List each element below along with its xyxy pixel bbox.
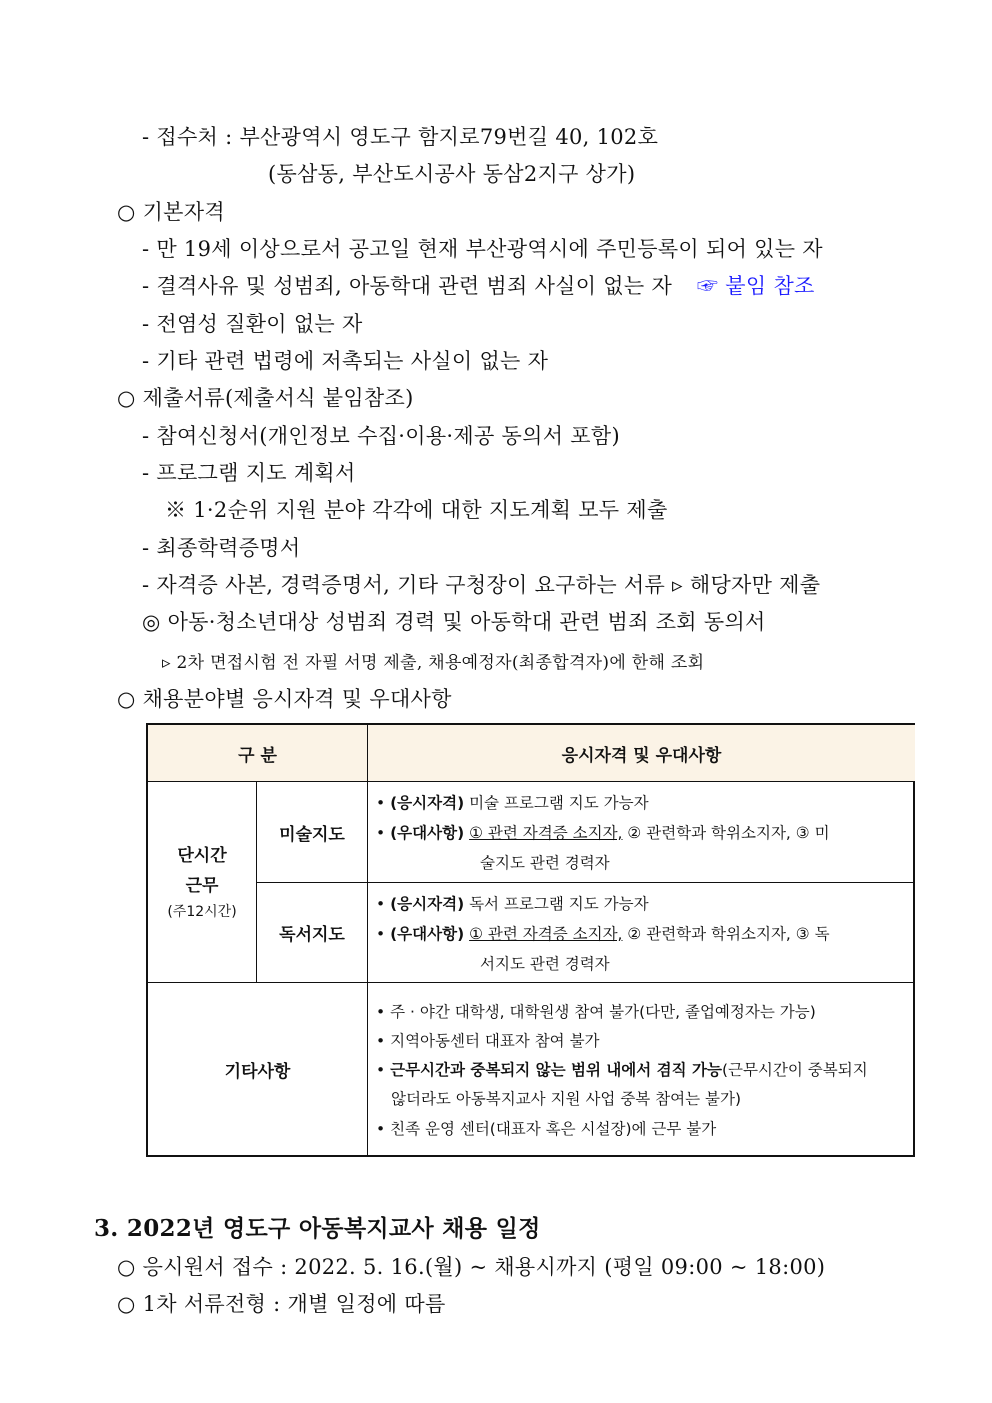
bullet-icon: •: [376, 1032, 386, 1050]
etc-item-concurrent-bold: 근무시간과 중복되지 않는 범위 내에서 겸직 가능: [390, 1061, 722, 1079]
reading-qualification-text: 독서 프로그램 지도 가능자: [464, 895, 649, 913]
etc-item-students-text: 주 · 야간 대학생, 대학원생 참여 불가(다만, 졸업예정자는 가능): [390, 1003, 816, 1021]
etc-item-representative-text: 지역아동센터 대표자 참여 불가: [390, 1032, 600, 1050]
documents-heading: ○ 제출서류(제출서식 붙임참조): [117, 386, 414, 410]
table-group-parttime: [148, 782, 257, 983]
bullet-icon: •: [376, 794, 386, 812]
bullet-icon: •: [376, 925, 386, 943]
reading-preference: [376, 922, 830, 944]
qualification-age-line: - 만 19세 이상으로서 공고일 현재 부산광역시에 주민등록이 되어 있는 자: [142, 237, 823, 261]
reading-preference-cert: ① 관련 자격증 소지자,: [469, 925, 623, 943]
etc-item-students: [376, 1000, 816, 1022]
qualification-crime-text: - 결격사유 및 성범죄, 아동학대 관련 범죄 사실이 없는 자: [142, 274, 673, 298]
table-row-art-content: [368, 782, 915, 883]
document-education: - 최종학력증명서: [142, 536, 301, 560]
table-header-qualification: 응시자격 및 우대사항: [368, 725, 915, 782]
group-label-line2: 근무: [185, 876, 219, 896]
art-preference-rest: ② 관련학과 학위소지자, ③ 미: [622, 824, 830, 842]
etc-item-representative: [376, 1029, 600, 1051]
table-header-category: 구 분: [148, 725, 368, 782]
table-row-etc-content: [368, 983, 915, 1155]
reading-preference-cont: 서지도 관련 경력자: [480, 955, 610, 973]
bullet-icon: •: [376, 1003, 386, 1021]
etc-item-concurrent-cont: 않더라도 아동복지교사 지원 사업 중복 참여는 불가): [391, 1090, 742, 1108]
etc-item-relatives-text: 친족 운영 센터(대표자 혹은 시설장)에 근무 불가: [390, 1120, 717, 1138]
document-certificates: - 자격증 사본, 경력증명서, 기타 구청장이 요구하는 서류 ▹ 해당자만 제출: [142, 573, 821, 597]
qualification-table: [146, 723, 915, 1157]
document-plan: - 프로그램 지도 계획서: [142, 461, 356, 485]
art-preference: [376, 821, 830, 843]
document-consent: ◎ 아동·청소년대상 성범죄 경력 및 아동학대 관련 범죄 조회 동의서: [142, 610, 766, 634]
document-application: - 참여신청서(개인정보 수집·이용·제공 동의서 포함): [142, 424, 620, 448]
etc-item-relatives: [376, 1117, 716, 1139]
reading-qualification: [376, 892, 649, 914]
reception-address-detail: (동삼동, 부산도시공사 동삼2지구 상가): [268, 162, 636, 186]
etc-item-concurrent-rest: (근무시간이 중복되지: [721, 1061, 868, 1079]
art-qualification-text: 미술 프로그램 지도 가능자: [464, 794, 649, 812]
bullet-icon: •: [376, 1061, 386, 1079]
art-preference-cert: ① 관련 자격증 소지자,: [469, 824, 623, 842]
bullet-icon: •: [376, 1120, 386, 1138]
table-row-reading: 독서지도: [257, 883, 368, 983]
schedule-document-screening: ○ 1차 서류전형 : 개별 일정에 따름: [117, 1292, 446, 1316]
art-preference-tag: (우대사항): [390, 824, 465, 842]
reading-preference-rest: ② 관련학과 학위소지자, ③ 독: [622, 925, 830, 943]
table-row-art: 미술지도: [257, 782, 368, 883]
table-row-etc: 기타사항: [148, 983, 368, 1155]
schedule-application: ○ 응시원서 접수 : 2022. 5. 16.(월) ~ 채용시까지 (평일 09:00 ~ 18:00): [117, 1255, 826, 1279]
qualification-law-line: - 기타 관련 법령에 저촉되는 사실이 없는 자: [142, 349, 549, 373]
reading-qualification-tag: (응시자격): [390, 895, 465, 913]
group-label-hours: (주12시간): [167, 904, 237, 920]
bullet-icon: •: [376, 895, 386, 913]
art-preference-cont: 술지도 관련 경력자: [480, 854, 610, 872]
reading-preference-tag: (우대사항): [390, 925, 465, 943]
reception-address-line: - 접수처 : 부산광역시 영도구 함지로79번길 40, 102호: [142, 125, 659, 149]
art-qualification: [376, 791, 649, 813]
field-qualification-heading: ○ 채용분야별 응시자격 및 우대사항: [117, 687, 452, 711]
etc-item-concurrent: [376, 1058, 868, 1080]
qualification-crime-line: [142, 270, 815, 300]
document-plan-note: ※ 1·2순위 지원 분야 각각에 대한 지도계획 모두 제출: [165, 498, 668, 522]
attachment-reference: ☞ 붙임 참조: [697, 274, 815, 298]
group-label-line1: 단시간: [177, 846, 227, 866]
basic-qualification-heading: ○ 기본자격: [117, 200, 225, 224]
document-consent-note: ▹ 2차 면접시험 전 자필 서명 제출, 채용예정자(최종합격자)에 한해 조회: [162, 653, 705, 673]
table-row-reading-content: [368, 883, 915, 983]
art-qualification-tag: (응시자격): [390, 794, 465, 812]
qualification-disease-line: - 전염성 질환이 없는 자: [142, 312, 363, 336]
bullet-icon: •: [376, 824, 386, 842]
section3-heading: 3. 2022년 영도구 아동복지교사 채용 일정: [94, 1215, 541, 1242]
